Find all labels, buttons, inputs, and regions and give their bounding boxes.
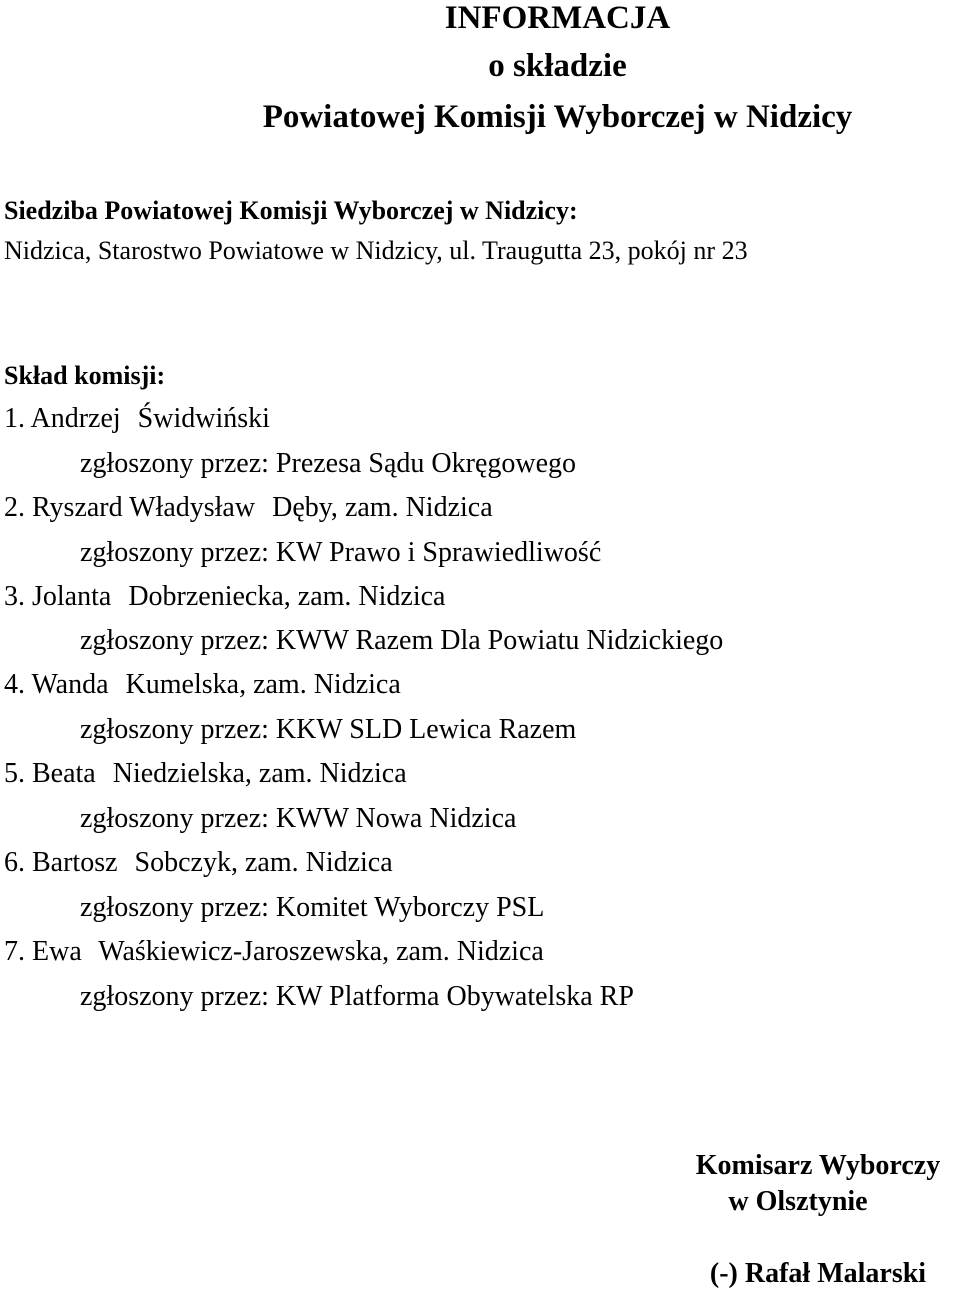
member-last-name: Dęby, [272, 492, 338, 523]
commission-name: Powiatowej Komisji Wyborczej w Nidzicy [262, 99, 853, 135]
member-number: 1. [4, 403, 25, 434]
member-last-name: Sobczyk, [134, 847, 238, 878]
signatory-location: w Olsztynie [728, 1186, 868, 1217]
member-first-name: Jolanta [32, 581, 112, 612]
member-residence: zam. Nidzica [244, 847, 393, 878]
seat-address: Nidzica, Starostwo Powiatowe w Nidzicy, ul. Traugutta 23, pokój nr 23 [4, 236, 748, 265]
member-residence: zam. Nidzica [297, 581, 446, 612]
member-number: 7. [4, 936, 25, 967]
member-residence: zam. Nidzica [258, 758, 407, 789]
member-residence: zam. Nidzica [253, 669, 401, 700]
member-last-name: Świdwiński [137, 403, 270, 434]
member-number: 5. [4, 758, 25, 789]
seat-heading: Siedziba Powiatowej Komisji Wyborczej w Nidzicy: [4, 196, 578, 225]
signatory-name: (-) Rafał Malarski [709, 1258, 927, 1289]
member-entry [4, 936, 544, 968]
member-nominated-by: zgłoszony przez: KW Prawo i Sprawiedliwość [80, 537, 602, 568]
member-nominated-by: zgłoszony przez: KKW SLD Lewica Razem [80, 714, 577, 745]
member-entry [4, 492, 493, 524]
member-entry [4, 847, 393, 879]
composition-heading: Skład komisji: [4, 361, 166, 390]
member-last-name: Niedzielska, [112, 758, 252, 789]
member-last-name: Waśkiewicz-Jaroszewska, [98, 936, 390, 967]
document-title: INFORMACJA [444, 0, 671, 36]
member-residence: zam. Nidzica [396, 936, 544, 967]
member-residence: zam. Nidzica [344, 492, 493, 523]
member-first-name: Andrzej [30, 403, 121, 434]
member-last-name: Kumelska, [125, 669, 247, 700]
member-first-name: Ewa [32, 936, 82, 967]
member-entry [4, 403, 270, 435]
member-nominated-by: zgłoszony przez: Komitet Wyborczy PSL [80, 892, 545, 923]
member-entry [4, 669, 401, 701]
member-nominated-by: zgłoszony przez: KWW Razem Dla Powiatu Nidzickiego [80, 625, 724, 656]
member-first-name: Ryszard Władysław [32, 492, 256, 523]
signatory-title: Komisarz Wyborczy [695, 1150, 941, 1181]
member-first-name: Bartosz [32, 847, 118, 878]
member-first-name: Wanda [31, 669, 109, 700]
member-number: 3. [4, 581, 25, 612]
document-subtitle: o składzie [488, 48, 627, 84]
member-entry [4, 581, 445, 613]
member-first-name: Beata [32, 758, 96, 789]
member-entry [4, 758, 407, 790]
member-number: 4. [4, 669, 25, 700]
member-nominated-by: zgłoszony przez: KWW Nowa Nidzica [80, 803, 517, 834]
member-number: 2. [4, 492, 25, 523]
member-last-name: Dobrzeniecka, [128, 581, 291, 612]
member-nominated-by: zgłoszony przez: Prezesa Sądu Okręgowego [80, 448, 577, 479]
member-number: 6. [4, 847, 25, 878]
member-nominated-by: zgłoszony przez: KW Platforma Obywatelska RP [80, 981, 634, 1012]
